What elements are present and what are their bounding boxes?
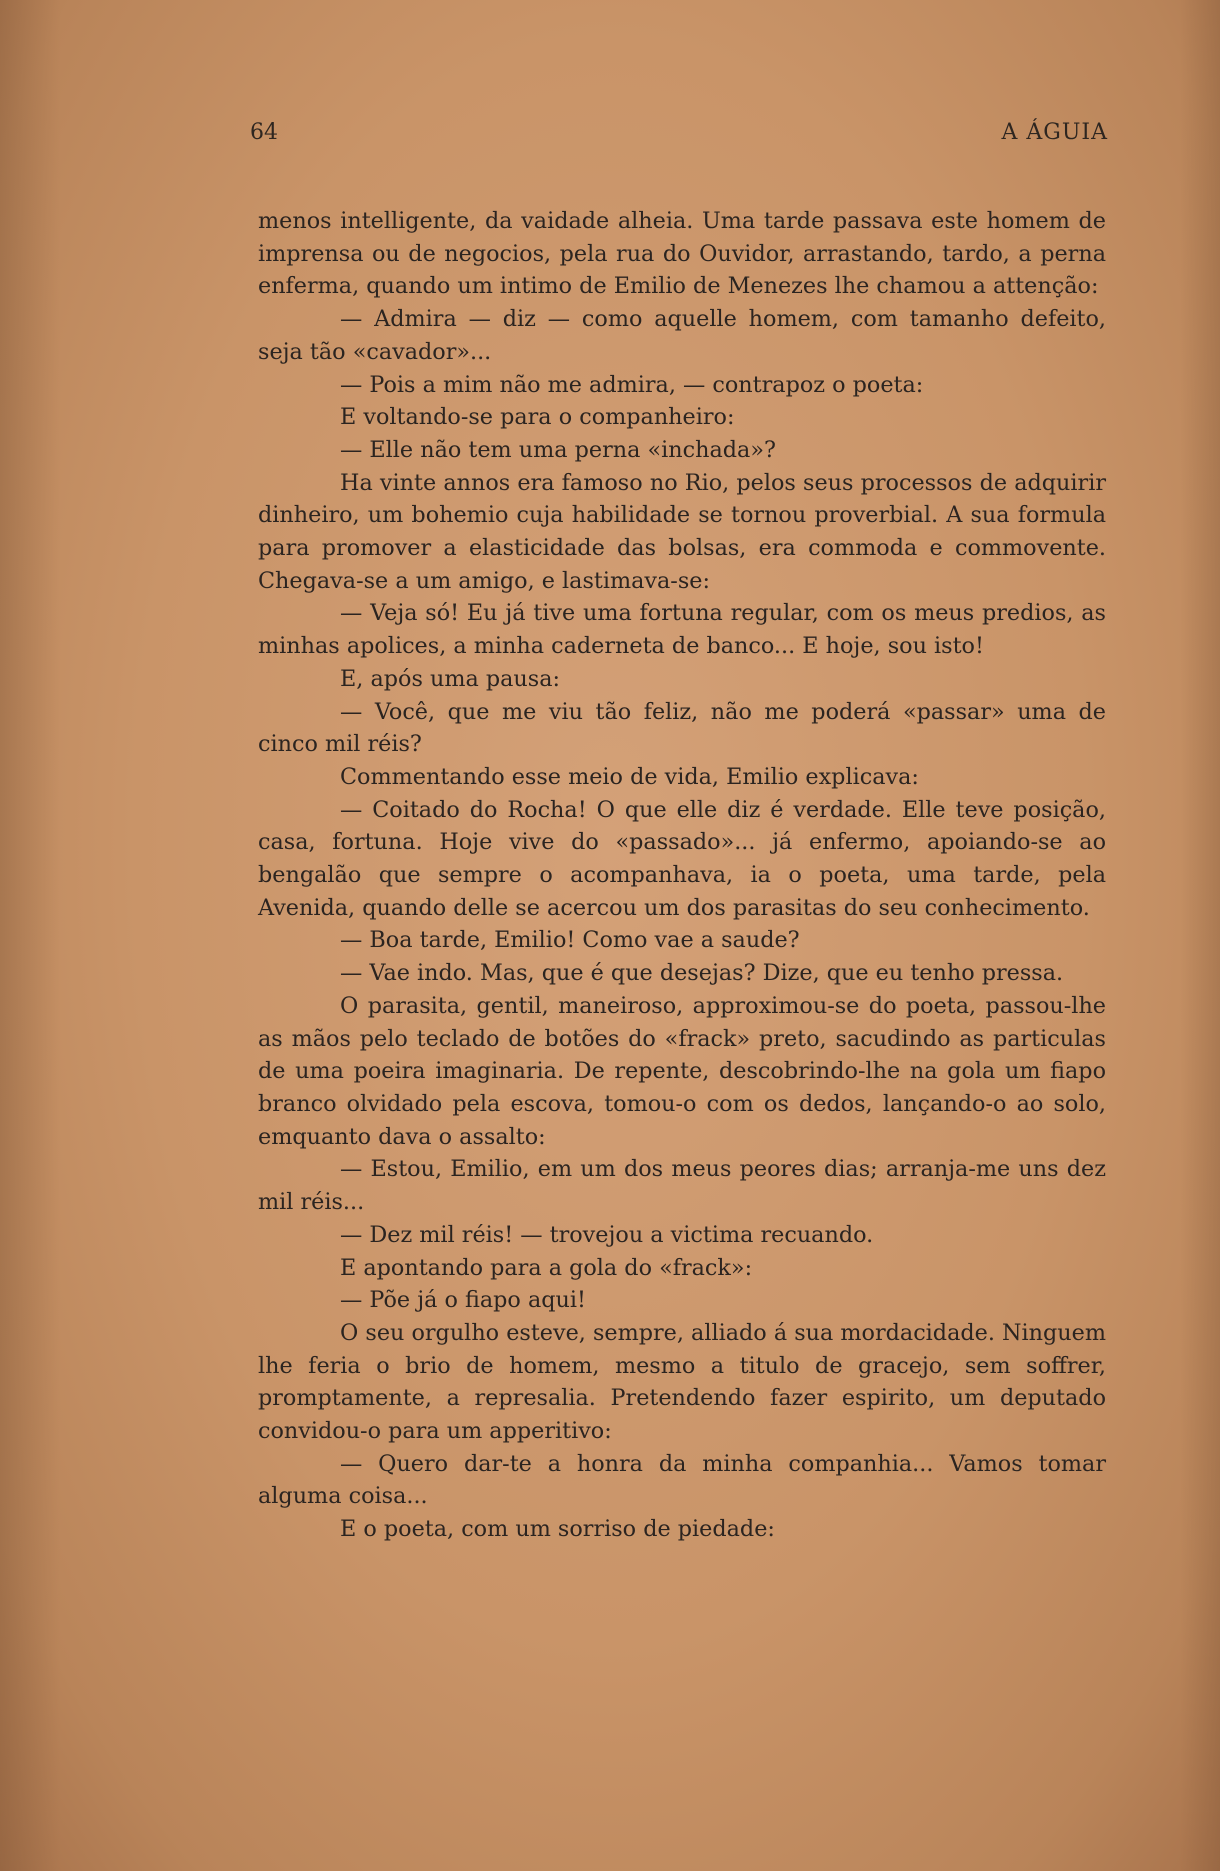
paragraph: — Coitado do Rocha! O que elle diz é verdade. Elle teve posição, casa, fortuna. Hoje vive do «passado»... já enfermo, apoiando-se ao bengalão que sempre o acompanhava, ia o poeta, uma tarde, pela Avenida, quando delle se acercou um dos parasitas do seu conhecimento. bbox=[258, 796, 1106, 921]
paragraph: Commentando esse meio de vida, Emilio explicava: bbox=[340, 763, 919, 790]
paragraph: O parasita, gentil, maneiroso, approximou-se do poeta, passou-lhe as mãos pelo teclado de botões do «frack» preto, sacudindo as particulas de uma poeira imaginaria. De repente, descobrindo-lhe na gola um fiapo branco olvidado pela escova, tomou-o com os dedos, lançando-o ao solo, emquanto dava o assalto: bbox=[258, 992, 1106, 1150]
paragraph: O seu orgulho esteve, sempre, alliado á sua mordacidade. Ninguem lhe feria o brio de homem, mesmo a titulo de gracejo, sem soffrer, promptamente, a represalia. Pretendendo fazer espirito, um deputado convidou-o para um apperitivo: bbox=[258, 1319, 1106, 1445]
running-title: A ÁGUIA bbox=[1001, 120, 1108, 145]
page-number: 64 bbox=[250, 120, 278, 145]
paragraph: — Vae indo. Mas, que é que desejas? Dize, que eu tenho pressa. bbox=[340, 960, 1064, 987]
paragraph: — Boa tarde, Emilio! Como vae a saude? bbox=[340, 927, 800, 954]
paragraph: E voltando-se para o companheiro: bbox=[340, 404, 735, 431]
paragraph: — Quero dar-te a honra da minha companhia... Vamos tomar alguma coisa... bbox=[258, 1450, 1106, 1510]
paragraph: E o poeta, com um sorriso de piedade: bbox=[340, 1516, 775, 1543]
paragraph: — Dez mil réis! — trovejou a victima recuando. bbox=[340, 1221, 874, 1248]
paragraph: E apontando para a gola do «frack»: bbox=[340, 1254, 753, 1281]
paragraph: — Põe já o fiapo aqui! bbox=[340, 1287, 586, 1314]
paragraph: — Admira — diz — como aquelle homem, com tamanho defeito, seja tão «cavador»... bbox=[258, 306, 1106, 365]
paragraph: — Elle não tem uma perna «inchada»? bbox=[340, 436, 776, 463]
paragraph: — Veja só! Eu já tive uma fortuna regular, com os meus predios, as minhas apolices, a minha caderneta de banco... E hoje, sou isto! bbox=[258, 600, 1106, 660]
paragraph: menos intelligente, da vaidade alheia. Uma tarde passava este homem de imprensa ou de negocios, pela rua do Ouvidor, arrastando, tardo, a perna enferma, quando um intimo de Emilio de Menezes lhe chamou a attenção: bbox=[258, 208, 1106, 300]
body-text bbox=[258, 205, 1106, 1546]
page-header bbox=[250, 120, 1108, 156]
paragraph: — Pois a mim não me admira, — contrapoz o poeta: bbox=[340, 371, 924, 398]
paragraph: E, após uma pausa: bbox=[340, 665, 561, 692]
paragraph: — Estou, Emilio, em um dos meus peores dias; arranja-me uns dez mil réis... bbox=[258, 1156, 1106, 1216]
paragraph: Ha vinte annos era famoso no Rio, pelos seus processos de adquirir dinheiro, um bohemio cuja habilidade se tornou proverbial. A sua formula para promover a elasticidade das bolsas, era commoda e commovente. Chegava-se a um amigo, e lastimava-se: bbox=[258, 469, 1106, 594]
paragraph: — Você, que me viu tão feliz, não me poderá «passar» uma de cinco mil réis? bbox=[258, 698, 1106, 758]
